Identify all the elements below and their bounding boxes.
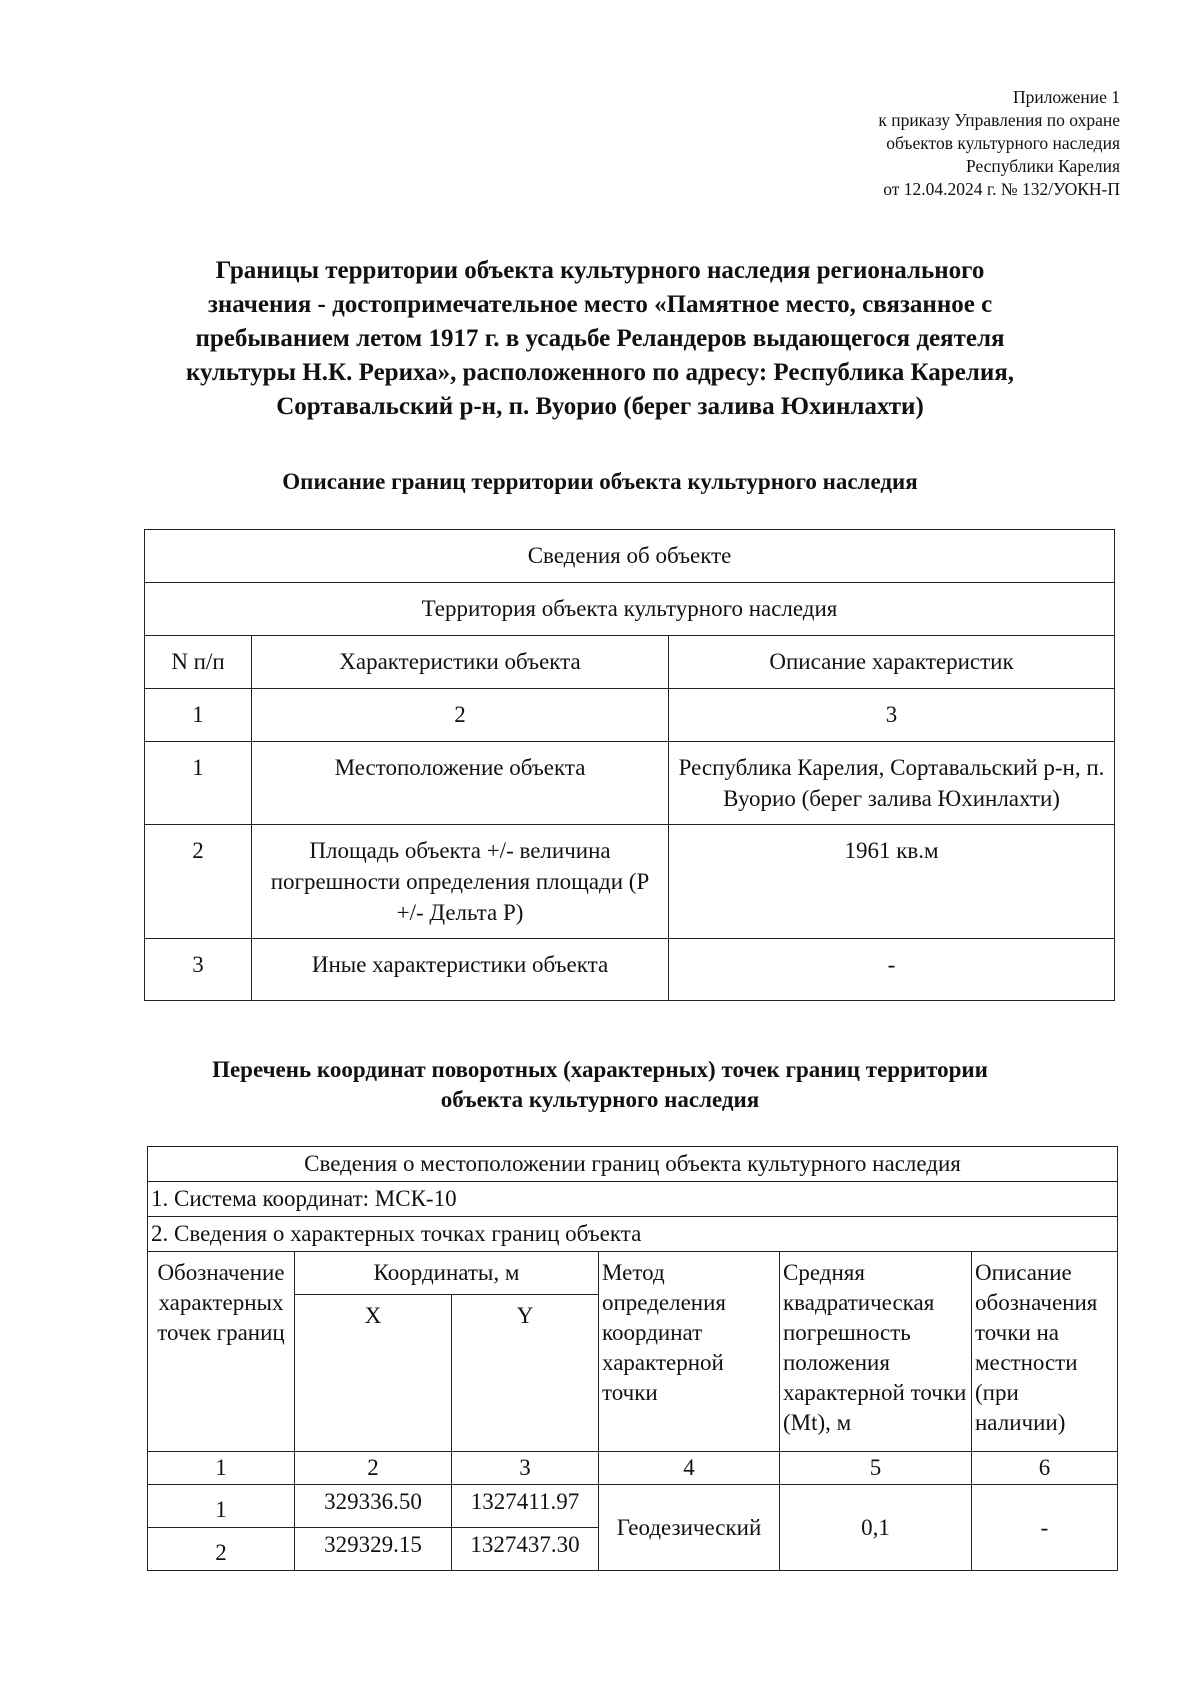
table-row xyxy=(145,825,1115,939)
point-x: 329336.50 xyxy=(295,1485,452,1528)
appendix-line: Приложение 1 xyxy=(1012,87,1120,107)
description-value: - xyxy=(972,1485,1118,1571)
object-info-table xyxy=(144,529,1115,1001)
appendix-line: объектов культурного наследия xyxy=(886,133,1120,153)
table1-col-header: Описание характеристик xyxy=(669,636,1115,689)
title-line: Сортавальский р-н, п. Вуорио (берег залива Юхинлахти) xyxy=(276,393,924,420)
coord-system: 1. Система координат: МСК-10 xyxy=(148,1182,1118,1217)
error-value: 0,1 xyxy=(780,1485,972,1571)
section1-title: Описание границ территории объекта культурного наследия xyxy=(282,469,918,494)
section2-title-line: Перечень координат поворотных (характерных) точек границ территории xyxy=(212,1057,988,1082)
coordinates-table xyxy=(147,1146,1118,1571)
table-row xyxy=(145,742,1115,825)
point-x: 329329.15 xyxy=(295,1528,452,1571)
table1-col-number: 3 xyxy=(669,689,1115,742)
method-value: Геодезический xyxy=(599,1485,780,1571)
row-number: 2 xyxy=(145,825,252,939)
section2-title-line: объекта культурного наследия xyxy=(440,1087,760,1112)
row-number: 1 xyxy=(145,742,252,825)
table2-col-number: 2 xyxy=(295,1452,452,1485)
table1-col-number: 2 xyxy=(252,689,669,742)
table1-col-number: 1 xyxy=(145,689,252,742)
section2-title xyxy=(140,1055,1060,1115)
table2-col-number: 3 xyxy=(452,1452,599,1485)
row-characteristic: Площадь объекта +/- величина погрешности определения площади (P +/- Дельта P) xyxy=(252,825,669,939)
col-designation: Обозначение характерных точек границ xyxy=(148,1252,295,1452)
col-error: Средняя квадратическая погрешность положения характерной точки (Mt), м xyxy=(780,1252,972,1452)
title-line: значения - достопримечательное место «Памятное место, связанное с xyxy=(207,291,993,318)
document-title xyxy=(140,254,1060,424)
table2-col-number: 4 xyxy=(599,1452,780,1485)
row-characteristic: Местоположение объекта xyxy=(252,742,669,825)
col-description: Описание обозначения точки на местности (при наличии) xyxy=(972,1252,1118,1452)
row-description: 1961 кв.м xyxy=(669,825,1115,939)
col-x: X xyxy=(295,1295,452,1452)
table2-col-number: 5 xyxy=(780,1452,972,1485)
title-line: Границы территории объекта культурного наследия регионального xyxy=(215,257,985,284)
table2-header: Сведения о местоположении границ объекта культурного наследия xyxy=(148,1147,1118,1182)
row-number: 3 xyxy=(145,939,252,1001)
table2-col-number: 6 xyxy=(972,1452,1118,1485)
appendix-line: Республики Карелия xyxy=(965,156,1120,176)
appendix-note xyxy=(878,86,1120,201)
col-coordinates: Координаты, м xyxy=(295,1252,599,1295)
row-description: - xyxy=(669,939,1115,1001)
col-method: Метод определения координат характерной точки xyxy=(599,1252,780,1452)
point-label: 1 xyxy=(148,1485,295,1528)
table1-header: Сведения об объекте xyxy=(145,530,1115,583)
table-row xyxy=(148,1485,1118,1528)
table1-col-header: Характеристики объекта xyxy=(252,636,669,689)
table2-col-number: 1 xyxy=(148,1452,295,1485)
point-label: 2 xyxy=(148,1528,295,1571)
table1-col-header: N п/п xyxy=(145,636,252,689)
row-characteristic: Иные характеристики объекта xyxy=(252,939,669,1001)
row-description: Республика Карелия, Сортавальский р-н, п. Вуорио (берег залива Юхинлахти) xyxy=(669,742,1115,825)
table-row xyxy=(145,939,1115,1001)
point-y: 1327437.30 xyxy=(452,1528,599,1571)
table1-subheader: Территория объекта культурного наследия xyxy=(145,583,1115,636)
point-y: 1327411.97 xyxy=(452,1485,599,1528)
points-info: 2. Сведения о характерных точках границ объекта xyxy=(148,1217,1118,1252)
col-y: Y xyxy=(452,1295,599,1452)
title-line: культуры Н.К. Рериха», расположенного по адресу: Республика Карелия, xyxy=(185,359,1015,386)
appendix-line: к приказу Управления по охране xyxy=(878,110,1120,130)
appendix-line: от 12.04.2024 г. № 132/УОКН-П xyxy=(883,179,1120,199)
title-line: пребыванием летом 1917 г. в усадьбе Реландеров выдающегося деятеля xyxy=(195,325,1005,352)
